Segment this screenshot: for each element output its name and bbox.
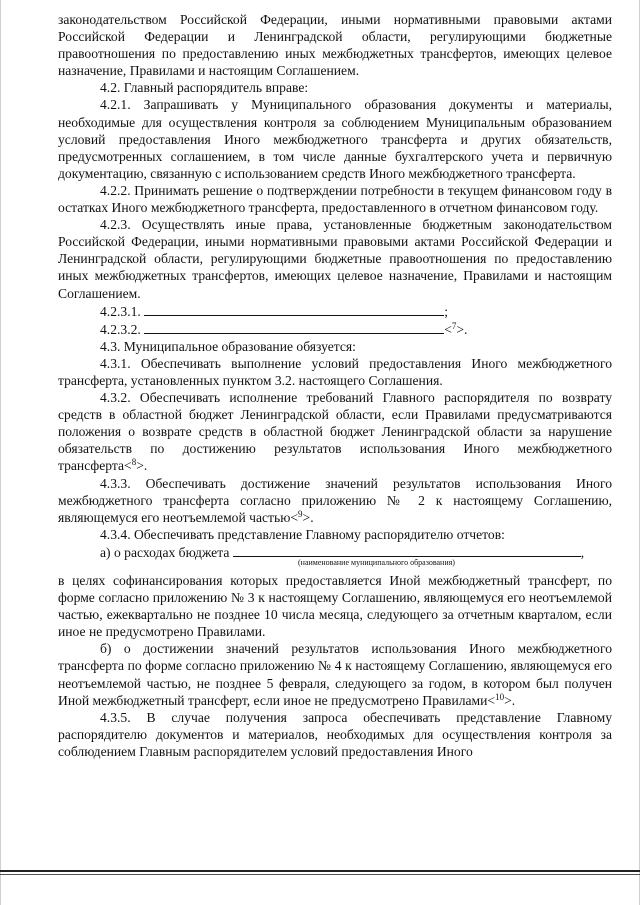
scan-bottom-border-inner	[0, 874, 640, 875]
blank-line	[144, 320, 444, 334]
clause-4-2-3: 4.2.3. Осуществлять иные права, установленные бюджетным законодательством Российской Федерации, иными нормативными правовыми актами Российской Федерации и Ленинградской области, регулирующими бюджетные правоотношения по предоставлению иных межбюджетных трансфертов, имеющих целевое назначение, Правилами и настоящим Соглашением.	[58, 217, 612, 301]
footnote-close: >.	[136, 458, 148, 474]
footnote-close: >.	[456, 321, 468, 337]
clause-4-2-3-1-label: 4.2.3.1.	[100, 303, 141, 319]
field-caption: (наименование муниципального образования)	[298, 558, 455, 567]
blank-line	[233, 543, 581, 557]
document-page	[58, 11, 612, 760]
clause-4-3-2-text: 4.3.2. Обеспечивать исполнение требований Главного распорядителя по возврату средств в областной бюджет Ленинградской области, если Правилами предусматриваются положения о возврате средств в областной бюджет Ленинградской области за нарушение обязательств по достижению результатов использования Иного межбюджетного трансферта<	[58, 390, 612, 474]
footnote-ref: 10	[495, 691, 505, 702]
footnote-ref: 7	[451, 320, 457, 331]
clause-4-2-3-1-end: ;	[444, 303, 448, 319]
caption-row	[58, 558, 612, 572]
scan-bottom-border	[0, 870, 640, 872]
clause-4-3-4: 4.3.4. Обеспечивать представление Главному распорядителю отчетов:	[100, 526, 505, 542]
footnote-close: >.	[504, 692, 516, 708]
footnote-ref: 8	[131, 457, 137, 468]
footnote-open: <	[444, 321, 452, 337]
clause-b	[58, 640, 612, 708]
clause-a-end: ,	[580, 544, 585, 560]
clause-4-3-3-text: 4.3.3. Обеспечивать достижение значений результатов использования Иного межбюджетного трансферта согласно приложению № 2 к настоящему Соглашению, являющемуся его неотъемлемой частью<	[58, 475, 612, 525]
footnote-close: >.	[302, 509, 314, 525]
blank-line	[144, 302, 444, 316]
clause-4-3-2	[58, 389, 612, 474]
scan-left-edge	[0, 0, 1, 905]
section-4-2-heading: 4.2. Главный распорядитель вправе:	[100, 80, 309, 96]
footnote-ref: 9	[298, 508, 303, 519]
clause-a-continuation: в целях софинансирования которых предоставляется Иной межбюджетный трансферт, по форме согласно приложению № 3 к настоящему Соглашению, являющемуся его неотъемлемой частью, ежеквартально не позднее 10 числа месяца, следующего за отчетным кварталом, если иное не предусмотрено Правилами.	[58, 573, 612, 640]
clause-4-2-3-2-label: 4.2.3.2.	[100, 321, 141, 337]
clause-4-3-3	[58, 475, 612, 526]
section-4-3-heading: 4.3. Муниципальное образование обязуется:	[100, 338, 356, 354]
clause-4-2-1: 4.2.1. Запрашивать у Муниципального образования документы и материалы, необходимые для осуществления контроля за соблюдением Муниципальным образованием условий предоставления Иного межбюджетного трансферта и других обязательств, предусмотренных соглашением, в том числе данные бухгалтерского учета и первичную документацию, связанную с использованием средств Иного межбюджетного трансферта.	[58, 97, 612, 181]
clause-a-label: а) о расходах бюджета	[100, 544, 230, 560]
paragraph-continuation: законодательством Российской Федерации, иными нормативными правовыми актами Российской Федерации и Ленинградской области, регулирующими бюджетные правоотношения по предоставлению иных межбюджетных трансфертов, имеющих целевое назначение, Правилами и настоящим Соглашением.	[58, 12, 612, 79]
clause-4-3-5: 4.3.5. В случае получения запроса обеспечивать представление Главному распорядителю документов и материалов, необходимых для осуществления контроля за соблюдением Главным распорядителем условий предоставления Иного	[58, 709, 612, 759]
clause-4-2-3-1	[58, 302, 612, 320]
clause-4-2-3-2	[58, 320, 612, 338]
clause-4-2-2: 4.2.2. Принимать решение о подтверждении потребности в текущем финансовом году в остатках Иного межбюджетного трансферта, предоставленного в отчетном финансовом году.	[58, 182, 612, 216]
clause-b-text: б) о достижении значений результатов использования Иного межбюджетного трансферта по форме согласно приложению № 4 к настоящему Соглашению, являющемуся его неотъемлемой частью, не позднее 5 февраля, следующего за годом, в котором был получен Иной межбюджетный трансферт, если иное не предусмотрено Правилами<	[58, 641, 612, 708]
clause-4-3-1: 4.3.1. Обеспечивать выполнение условий предоставления Иного межбюджетного трансферта, установленных пунктом 3.2. настоящего Соглашения.	[58, 355, 612, 388]
